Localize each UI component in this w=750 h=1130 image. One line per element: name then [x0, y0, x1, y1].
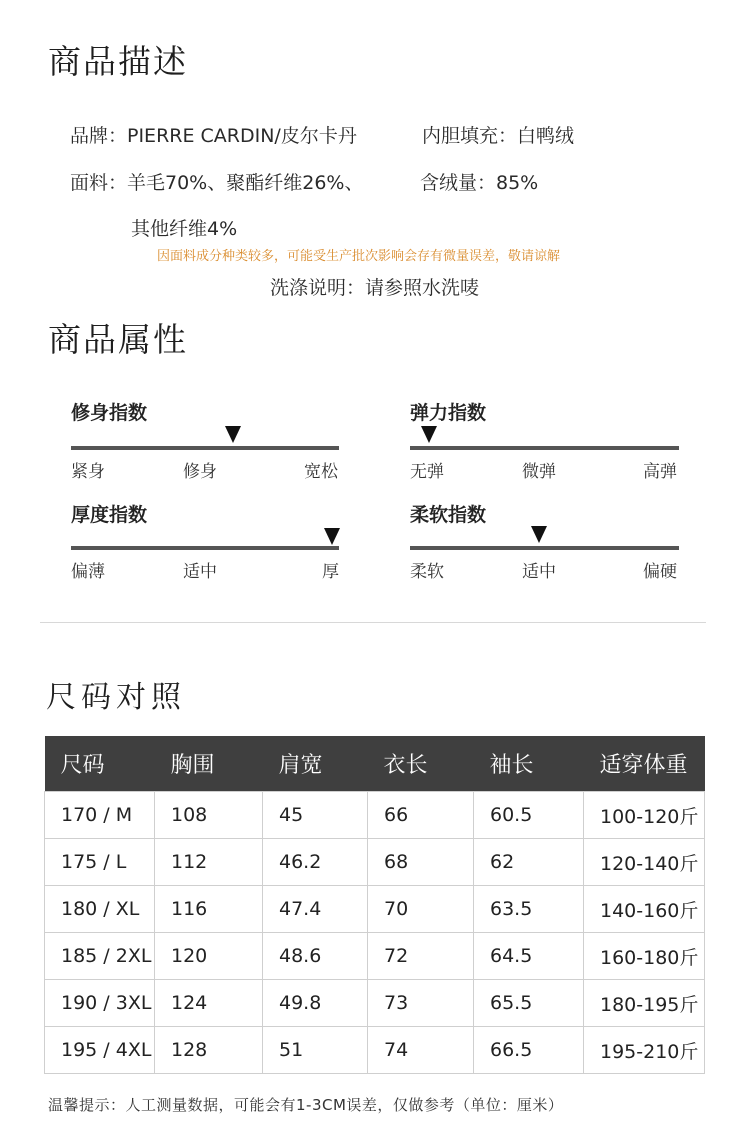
cell-sleeve: 66.5 [474, 1027, 584, 1074]
table-row [45, 792, 705, 839]
fit-scale-high: 宽松 [304, 462, 338, 482]
header-weight: 适穿体重 [584, 736, 705, 792]
cell-chest: 116 [155, 886, 263, 933]
thickness-scale-mid: 适中 [183, 562, 217, 582]
header-chest: 胸围 [155, 736, 263, 792]
size-chart-table [44, 736, 705, 1074]
cell-sleeve: 60.5 [474, 792, 584, 839]
cell-shoulder: 48.6 [263, 933, 368, 980]
cell-shoulder: 45 [263, 792, 368, 839]
cell-size: 195 / 4XL [45, 1027, 155, 1074]
cell-chest: 108 [155, 792, 263, 839]
cell-weight: 120-140斤 [584, 839, 705, 886]
cell-chest: 128 [155, 1027, 263, 1074]
elasticity-scale-high: 高弹 [643, 462, 677, 482]
elasticity-scale-low: 无弹 [410, 462, 444, 482]
section-divider [40, 622, 706, 623]
thickness-scale-low: 偏薄 [71, 562, 105, 582]
washing-text: 洗涤说明：请参照水洗唛 [270, 277, 480, 299]
fit-scale-mid: 修身 [183, 462, 217, 482]
header-shoulder: 肩宽 [263, 736, 368, 792]
cell-length: 74 [368, 1027, 474, 1074]
cell-shoulder: 51 [263, 1027, 368, 1074]
fit-scale-low: 紧身 [71, 462, 105, 482]
cell-weight: 140-160斤 [584, 886, 705, 933]
cell-chest: 124 [155, 980, 263, 1027]
softness-scale-low: 柔软 [410, 562, 444, 582]
cell-chest: 120 [155, 933, 263, 980]
size-chart-title: 尺码对照 [46, 680, 186, 715]
elasticity-scale-mid: 微弹 [522, 462, 556, 482]
header-sleeve: 袖长 [474, 736, 584, 792]
cell-shoulder: 47.4 [263, 886, 368, 933]
fabric-text: 面料：羊毛70%、聚酯纤维26%、 [70, 172, 364, 194]
cell-size: 185 / 2XL [45, 933, 155, 980]
cell-weight: 100-120斤 [584, 792, 705, 839]
thickness-index-marker-icon [324, 528, 340, 545]
notice-text: 因面料成分种类较多，可能受生产批次影响会存有微量误差，敬请谅解 [157, 249, 561, 264]
table-row [45, 933, 705, 980]
description-title: 商品描述 [48, 42, 188, 81]
fit-index-bar [71, 446, 339, 450]
brand-text: 品牌：PIERRE CARDIN/皮尔卡丹 [70, 125, 357, 147]
cell-size: 190 / 3XL [45, 980, 155, 1027]
cell-sleeve: 63.5 [474, 886, 584, 933]
table-row [45, 839, 705, 886]
elasticity-index-bar [410, 446, 679, 450]
cell-length: 66 [368, 792, 474, 839]
softness-scale-mid: 适中 [522, 562, 556, 582]
cell-length: 73 [368, 980, 474, 1027]
thickness-index-label: 厚度指数 [71, 504, 148, 526]
cell-length: 72 [368, 933, 474, 980]
cell-weight: 160-180斤 [584, 933, 705, 980]
header-size: 尺码 [45, 736, 155, 792]
cell-weight: 180-195斤 [584, 980, 705, 1027]
thickness-scale-high: 厚 [322, 562, 339, 582]
attributes-title: 商品属性 [48, 320, 188, 359]
header-length: 衣长 [368, 736, 474, 792]
cell-sleeve: 62 [474, 839, 584, 886]
cell-length: 68 [368, 839, 474, 886]
cell-size: 170 / M [45, 792, 155, 839]
thickness-index-bar [71, 546, 339, 550]
cell-weight: 195-210斤 [584, 1027, 705, 1074]
cell-sleeve: 64.5 [474, 933, 584, 980]
cell-chest: 112 [155, 839, 263, 886]
cell-shoulder: 46.2 [263, 839, 368, 886]
fit-index-label: 修身指数 [71, 402, 148, 424]
down-content-text: 含绒量：85% [420, 172, 539, 194]
softness-index-label: 柔软指数 [410, 504, 487, 526]
measurement-tip: 温馨提示：人工测量数据，可能会有1-3CM误差，仅做参考（单位：厘米） [48, 1096, 564, 1114]
fabric-text-cont: 其他纤维4% [131, 218, 238, 240]
table-row [45, 980, 705, 1027]
fit-index-marker-icon [225, 426, 241, 443]
softness-scale-high: 偏硬 [643, 562, 677, 582]
cell-size: 175 / L [45, 839, 155, 886]
size-table-header-row [45, 736, 705, 792]
softness-index-bar [410, 546, 679, 550]
table-row [45, 1027, 705, 1074]
softness-index-marker-icon [531, 526, 547, 543]
elasticity-index-marker-icon [421, 426, 437, 443]
cell-sleeve: 65.5 [474, 980, 584, 1027]
filling-text: 内胆填充：白鸭绒 [422, 125, 575, 147]
table-row [45, 886, 705, 933]
cell-size: 180 / XL [45, 886, 155, 933]
elasticity-index-label: 弹力指数 [410, 402, 487, 424]
cell-shoulder: 49.8 [263, 980, 368, 1027]
cell-length: 70 [368, 886, 474, 933]
